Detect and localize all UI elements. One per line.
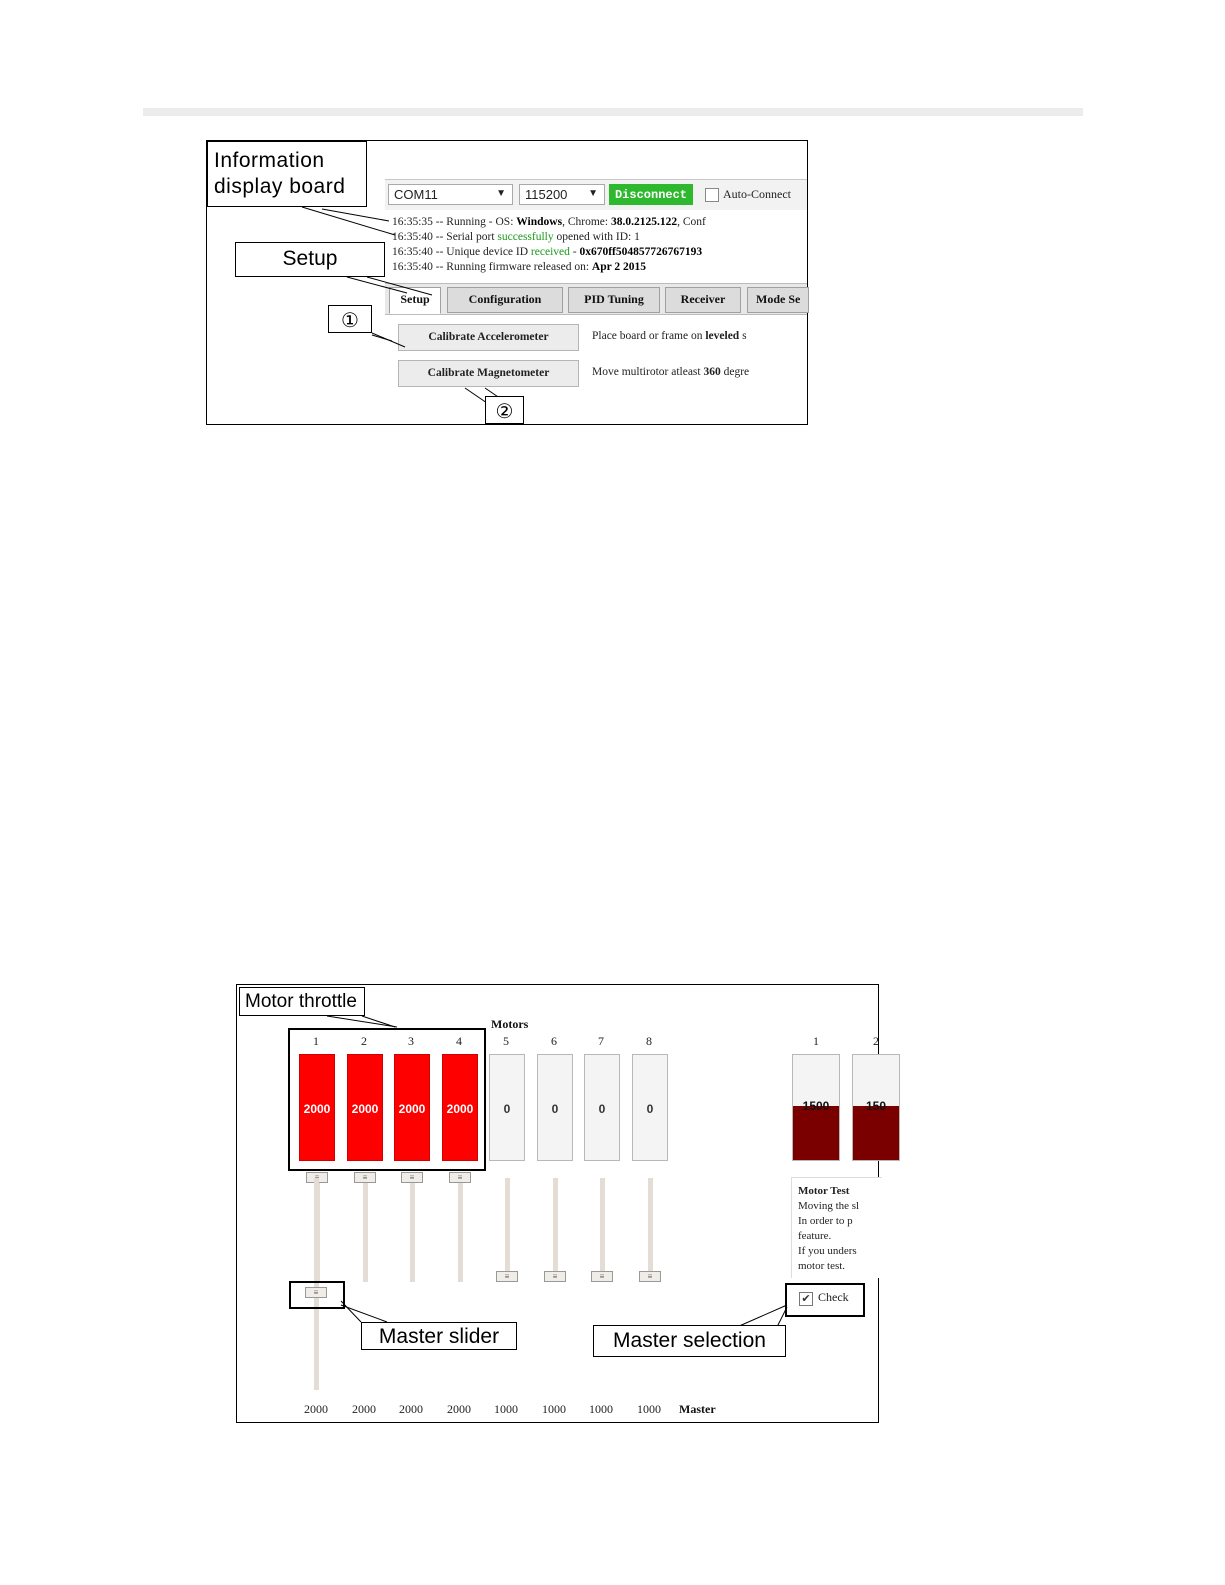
status-number: 1 bbox=[813, 1034, 819, 1048]
page-top-rule bbox=[143, 108, 1083, 116]
motor-slider-thumb[interactable]: ≡ bbox=[544, 1271, 566, 1282]
calibrate-magnetometer-hint: Move multirotor atleast 360 degre bbox=[592, 366, 750, 378]
motor-value: 2000 bbox=[303, 1102, 331, 1116]
motor-slider-value: 2000 bbox=[399, 1402, 423, 1416]
motor-slider-thumb[interactable]: ≡ bbox=[449, 1172, 471, 1183]
log-line: 16:35:40 -- Serial port successfully opened with ID: 1 bbox=[392, 231, 640, 243]
calibrate-magnetometer-button[interactable]: Calibrate Magnetometer bbox=[398, 360, 579, 387]
callout-information-display-board bbox=[207, 141, 367, 207]
status-value: 150 bbox=[865, 1099, 887, 1113]
motor-test-line: In order to p bbox=[798, 1215, 853, 1227]
master-slider-thumb[interactable]: ≡ bbox=[305, 1287, 327, 1298]
motor-slider-value: 1000 bbox=[589, 1402, 613, 1416]
tab-receiver[interactable]: Receiver bbox=[665, 287, 741, 313]
motor-number: 6 bbox=[551, 1034, 557, 1048]
calibrate-accelerometer-button[interactable]: Calibrate Accelerometer bbox=[398, 324, 579, 351]
motor-slider-value: 2000 bbox=[352, 1402, 376, 1416]
disconnect-button[interactable]: Disconnect bbox=[609, 184, 693, 205]
figure-motors-screenshot bbox=[236, 984, 887, 1423]
motor-test-line: If you unders bbox=[798, 1245, 857, 1257]
tab-pid-tuning[interactable]: PID Tuning bbox=[568, 287, 660, 313]
motor-value: 0 bbox=[503, 1102, 511, 1116]
chevron-down-icon: ▼ bbox=[496, 188, 506, 199]
master-label: Master bbox=[679, 1402, 716, 1416]
motor-slider-value: 1000 bbox=[637, 1402, 661, 1416]
motor-number: 8 bbox=[646, 1034, 652, 1048]
status-value: 1500 bbox=[802, 1099, 830, 1113]
callout-setup: Setup bbox=[235, 242, 385, 277]
tab-configuration[interactable]: Configuration bbox=[447, 287, 563, 313]
motor-test-line: Moving the sl bbox=[798, 1200, 860, 1212]
motor-slider-thumb[interactable]: ≡ bbox=[639, 1271, 661, 1282]
motor-slider-thumb[interactable]: ≡ bbox=[401, 1172, 423, 1183]
log-line: 16:35:40 -- Running firmware released on: Apr 2 2015 bbox=[392, 261, 647, 273]
motor-slider-value: 2000 bbox=[447, 1402, 471, 1416]
motor-value: 0 bbox=[598, 1102, 606, 1116]
motor-value: 2000 bbox=[351, 1102, 379, 1116]
motor-number: 4 bbox=[456, 1034, 462, 1048]
motors-title: Motors bbox=[491, 1017, 529, 1031]
tab-setup[interactable]: Setup bbox=[389, 287, 441, 314]
calibrate-accelerometer-hint: Place board or frame on leveled s bbox=[592, 330, 747, 342]
log-line: 16:35:40 -- Unique device ID received - 0x670ff504857726767193 bbox=[392, 246, 703, 258]
motor-slider-value: 1000 bbox=[494, 1402, 518, 1416]
motor-test-line: feature. bbox=[798, 1230, 832, 1242]
motor-test-line: motor test. bbox=[798, 1260, 846, 1272]
callout-master-slider: Master slider bbox=[361, 1322, 517, 1350]
motor-value: 2000 bbox=[398, 1102, 426, 1116]
motor-number: 7 bbox=[598, 1034, 604, 1048]
callout-number-1: ① bbox=[328, 305, 372, 333]
callout-motor-throttle: Motor throttle bbox=[239, 987, 365, 1016]
motor-slider-value: 2000 bbox=[304, 1402, 328, 1416]
callout-info-line-1: Information bbox=[214, 149, 325, 172]
motor-value: 0 bbox=[551, 1102, 559, 1116]
port-value: COM11 bbox=[394, 187, 438, 202]
motor-value: 0 bbox=[646, 1102, 654, 1116]
tab-mode-selection[interactable]: Mode Se bbox=[747, 287, 809, 313]
check-checkbox[interactable]: ✔ bbox=[799, 1292, 813, 1306]
motor-number: 5 bbox=[503, 1034, 509, 1048]
motor-number: 3 bbox=[408, 1034, 414, 1048]
motor-slider-value: 1000 bbox=[542, 1402, 566, 1416]
status-number: 2 bbox=[873, 1034, 879, 1048]
check-label: Check bbox=[818, 1290, 849, 1304]
motor-slider-thumb[interactable]: ≡ bbox=[496, 1271, 518, 1282]
auto-connect-label: Auto-Connect bbox=[723, 187, 791, 201]
chevron-down-icon: ▼ bbox=[588, 188, 598, 199]
motor-slider-thumb[interactable]: ≡ bbox=[591, 1271, 613, 1282]
motor-number: 2 bbox=[361, 1034, 367, 1048]
motor-slider-thumb[interactable]: ≡ bbox=[354, 1172, 376, 1183]
callout-info-line-2: display board bbox=[214, 175, 346, 198]
motor-number: 1 bbox=[313, 1034, 319, 1048]
log-line: 16:35:35 -- Running - OS: Windows, Chrome: 38.0.2125.122, Conf bbox=[392, 216, 706, 228]
baud-value: 115200 bbox=[525, 187, 568, 202]
callout-number-2: ② bbox=[485, 396, 524, 424]
motor-value: 2000 bbox=[446, 1102, 474, 1116]
figure-setup-screenshot bbox=[206, 140, 808, 425]
motor-test-title: Motor Test bbox=[798, 1185, 850, 1197]
callout-master-selection: Master selection bbox=[593, 1325, 786, 1357]
